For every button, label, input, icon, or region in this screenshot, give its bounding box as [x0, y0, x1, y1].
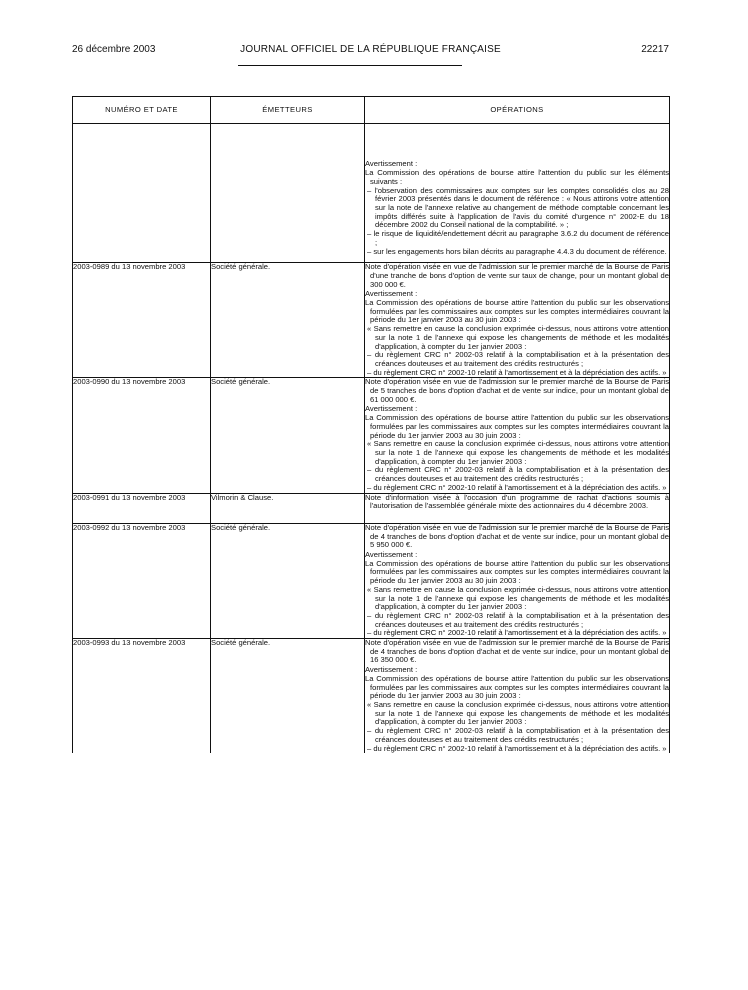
list-item: – du règlement CRC n° 2002-10 relatif à l'amortissement et à la dépréciation des actifs. » [367, 628, 667, 638]
operations-cell [365, 263, 670, 378]
list-item: – du règlement CRC n° 2002-03 relatif à la comptabilisation et à la présentation des créances douteuses et au traitement des crédits restructurés ; [367, 350, 669, 368]
list-item: – du règlement CRC n° 2002-10 relatif à l'amortissement et à la dépréciation des actifs. » [367, 743, 667, 753]
emetteur-cell: Vilmorin & Clause. [211, 493, 365, 523]
operations-cell [365, 124, 670, 263]
column-header-operations: OPÉRATIONS [365, 97, 670, 124]
column-header-emetteurs: ÉMETTEURS [211, 97, 365, 124]
list-item: – du règlement CRC n° 2002-03 relatif à la comptabilisation et à la présentation des créances douteuses et au traitement des crédits restructurés ; [367, 610, 669, 629]
list-item: – du règlement CRC n° 2002-03 relatif à la comptabilisation et à la présentation des créances douteuses et au traitement des crédits restructurés ; [367, 726, 669, 744]
emetteur-cell: Société générale. [211, 639, 365, 754]
quote-text: « Sans remettre en cause la conclusion exprimée ci-dessus, nous attirons votre attention sur la note 1 de l'annexe qui expose les changements de méthode et les modalités d'application, à compter du 1er janvier 2003 : [367, 324, 669, 351]
issue-date: 26 décembre 2003 [72, 44, 156, 55]
table-row [73, 493, 670, 523]
numero-cell: 2003-0991 du 13 novembre 2003 [73, 493, 211, 523]
intro-text: La Commission des opérations de bourse attire l'attention du public sur les éléments suivants : [365, 168, 669, 186]
journal-title: JOURNAL OFFICIEL DE LA RÉPUBLIQUE FRANÇAISE [240, 44, 501, 55]
numero-cell: 2003-0990 du 13 novembre 2003 [73, 378, 211, 493]
avertissement-label: Avertissement : [365, 549, 418, 559]
operations-cell [365, 523, 670, 638]
emetteur-cell: Société générale. [211, 378, 365, 493]
intro-text: La Commission des opérations de bourse attire l'attention du public sur les observations formulées par les commissaires aux comptes sur les comptes intermédiaires couvrant la période du 1er janvier 2003 au 30 juin 2003 : [365, 298, 669, 325]
numero-cell: 2003-0989 du 13 novembre 2003 [73, 263, 211, 378]
list-item: – du règlement CRC n° 2002-10 relatif à l'amortissement et à la dépréciation des actifs. » [367, 482, 667, 492]
operation-note: Note d'opération visée en vue de l'admission sur le premier marché de la Bourse de Paris de 4 tranches de bons d'option d'achat et de vente sur indice, pour un montant global de 16 350 000 €. [365, 638, 669, 665]
list-item: – du règlement CRC n° 2002-10 relatif à l'amortissement et à la dépréciation des actifs. » [367, 367, 667, 377]
emetteur-cell: Société générale. [211, 263, 365, 378]
quote-text: « Sans remettre en cause la conclusion exprimée ci-dessus, nous attirons votre attention sur la note 1 de l'annexe qui expose les changements de méthode et les modalités d'application, à compter du 1er janvier 2003 : [367, 439, 669, 466]
operation-note: Note d'opération visée en vue de l'admission sur le premier marché de la Bourse de Paris de 5 tranches de bons d'option d'achat et de vente sur indice, pour un montant global de 61 000 000 €. [365, 377, 669, 404]
column-header-numero: NUMÉRO ET DATE [73, 97, 211, 124]
quote-text: « Sans remettre en cause la conclusion exprimée ci-dessus, nous attirons votre attention sur la note 1 de l'annexe qui expose les changements de méthode et les modalités d'application, à compter du 1er janvier 2003 : [367, 699, 669, 727]
list-item: – l'observation des commissaires aux comptes sur les comptes consolidés clos au 28 février 2003 présentés dans le document de référence : « Nous attirons votre attention sur la note de l'annexe relative au changement de méthode comptable concernant les impôts différés suite à l'application de l'avis du comité d'urgence n° 2002-E du 18 décembre 2002 du Conseil national de la comptabilité. » ; [367, 185, 669, 230]
emetteur-cell: Société générale. [211, 523, 365, 638]
page-number: 22217 [641, 44, 669, 55]
intro-text: La Commission des opérations de bourse attire l'attention du public sur les observations formulées par les commissaires aux comptes sur les comptes intermédiaires couvrant la période du 1er janvier 2003 au 30 juin 2003 : [365, 558, 669, 586]
table-row [73, 639, 670, 754]
intro-text: La Commission des opérations de bourse attire l'attention du public sur les observations formulées par les commissaires aux comptes sur les comptes intermédiaires couvrant la période du 1er janvier 2003 au 30 juin 2003 : [365, 413, 669, 440]
numero-cell [73, 124, 211, 263]
avertissement-label: Avertissement : [365, 159, 418, 168]
table-row [73, 263, 670, 378]
avertissement-label: Avertissement : [365, 288, 418, 298]
numero-cell: 2003-0992 du 13 novembre 2003 [73, 523, 211, 638]
operations-cell [365, 378, 670, 493]
table-row [73, 378, 670, 493]
operations-table [72, 96, 670, 753]
table-row-continued [73, 124, 670, 263]
operation-note: Note d'opération visée en vue de l'admission sur le premier marché de la Bourse de Paris d'une tranche de bons d'option de vente sur taux de change, pour un montant global de 300 000 €. [365, 262, 669, 289]
table-row [73, 523, 670, 638]
header-rule [238, 65, 462, 66]
intro-text: La Commission des opérations de bourse attire l'attention du public sur les observations formulées par les commissaires aux comptes sur les comptes intermédiaires couvrant la période du 1er janvier 2003 au 30 juin 2003 : [365, 673, 669, 701]
list-item: – du règlement CRC n° 2002-03 relatif à la comptabilisation et à la présentation des créances douteuses et au traitement des crédits restructurés ; [367, 465, 669, 484]
quote-text: « Sans remettre en cause la conclusion exprimée ci-dessus, nous attirons votre attention sur la note 1 de l'annexe qui expose les changements de méthode et les modalités d'application, à compter du 1er janvier 2003 : [367, 584, 669, 612]
operations-cell [365, 493, 670, 523]
operation-note: Note d'opération visée en vue de l'admission sur le premier marché de la Bourse de Paris de 4 tranches de bons d'option d'achat et de vente sur indice, pour un montant global de 5 950 000 €. [365, 522, 669, 550]
avertissement-label: Avertissement : [365, 664, 418, 674]
emetteur-cell [211, 124, 365, 263]
numero-cell: 2003-0993 du 13 novembre 2003 [73, 639, 211, 754]
operation-note: Note d'information visée à l'occasion d'un programme de rachat d'actions soumis à l'autorisation de l'assemblée générale mixte des actionnaires du 4 décembre 2003. [365, 492, 669, 511]
operations-cell [365, 639, 670, 754]
page-header [72, 44, 669, 60]
list-item: – le risque de liquidité/endettement décrit au paragraphe 3.6.2 du document de référence ; [367, 229, 669, 247]
avertissement-label: Avertissement : [365, 403, 418, 413]
table-header-row [73, 97, 670, 124]
list-item: – sur les engagements hors bilan décrits au paragraphe 4.4.3 du document de référence. [367, 246, 667, 256]
